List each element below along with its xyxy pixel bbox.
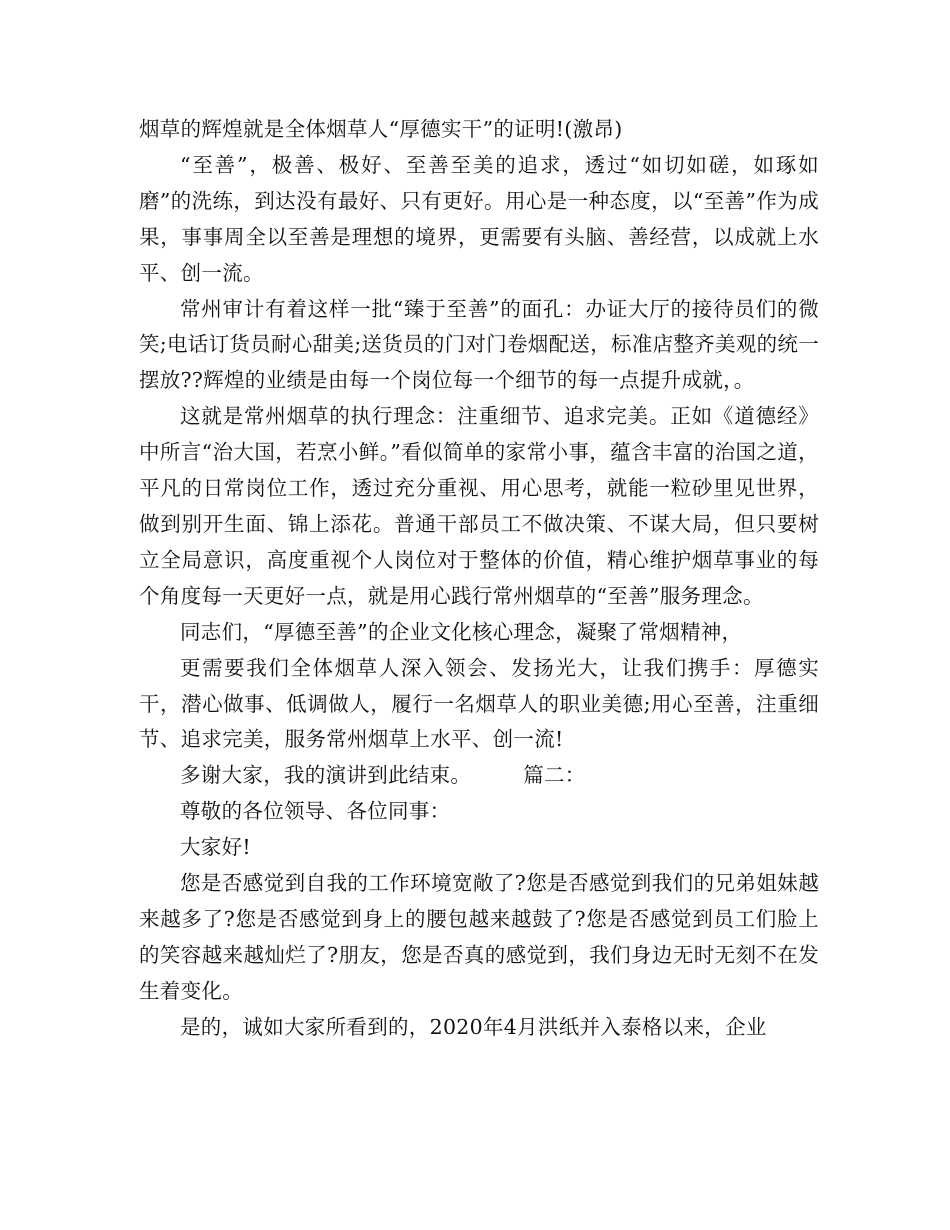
paragraph-5: 同志们，“厚德至善”的企业文化核心理念，凝聚了常烟精神， <box>180 619 743 644</box>
paragraph-6: 更需要我们全体烟草人深入领会、发扬光大，让我们携手：厚德实干，潜心做事、低调做人，履行一名烟草人的职业美德;用心至善，注重细节、追求完美，服务常州烟草上水平、创一流! <box>139 655 819 752</box>
greeting: 大家好! <box>180 835 251 860</box>
closing-thanks: 多谢大家，我的演讲到此结束。 <box>180 763 472 788</box>
salutation: 尊敬的各位领导、各位同事： <box>180 799 451 824</box>
paragraph-1: 烟草的辉煌就是全体烟草人“厚德实干”的证明!(激昂) <box>139 117 623 141</box>
paragraph-final: 是的，诚如大家所看到的，2020年4月洪纸并入泰格以来，企业 <box>180 1014 767 1039</box>
closing-line <box>139 758 819 794</box>
paragraph-3: 常州审计有着这样一批“臻于至善”的面孔：办证大厅的接待员们的微笑;电话订货员耐心甜美;送货员的门对门卷烟配送，标准店整齐美观的统一摆放??辉煌的业绩是由每一个岗位每一个细节的每一点提升成就，。 <box>139 296 820 393</box>
paragraph-2: “至善”，极善、极好、至善至美的追求，透过“如切如磋，如琢如磨”的洗练，到达没有最好、只有更好。用心是一种态度，以“至善”作为成果，事事周全以至善是理想的境界，更需要有头脑、善经营，以成就上水平、创一流。 <box>139 152 819 285</box>
paragraph-questions: 您是否感觉到自我的工作环境宽敞了?您是否感觉到我们的兄弟姐妹越来越多了?您是否感觉到身上的腰包越来越鼓了?您是否感觉到员工们脸上的笑容越来越灿烂了?朋友，您是否真的感觉到，我们身边无时无刻不在发生着变化。 <box>139 871 819 1003</box>
paragraph-4: 这就是常州烟草的执行理念：注重细节、追求完美。正如《道德经》中所言“治大国，若烹小鲜。”看似简单的家常小事，蕴含丰富的治国之道，平凡的日常岗位工作，透过充分重视、用心思考，就能一粒砂里见世界，做到别开生面、锦上添花。普通干部员工不做决策、不谋大局，但只要树立全局意识，高度重视个人岗位对于整体的价值，精心维护烟草事业的每个角度每一天更好一点，就是用心践行常州烟草的“至善”服务理念。 <box>139 404 819 608</box>
section-label: 篇二： <box>523 763 586 788</box>
document-body <box>139 112 819 1046</box>
